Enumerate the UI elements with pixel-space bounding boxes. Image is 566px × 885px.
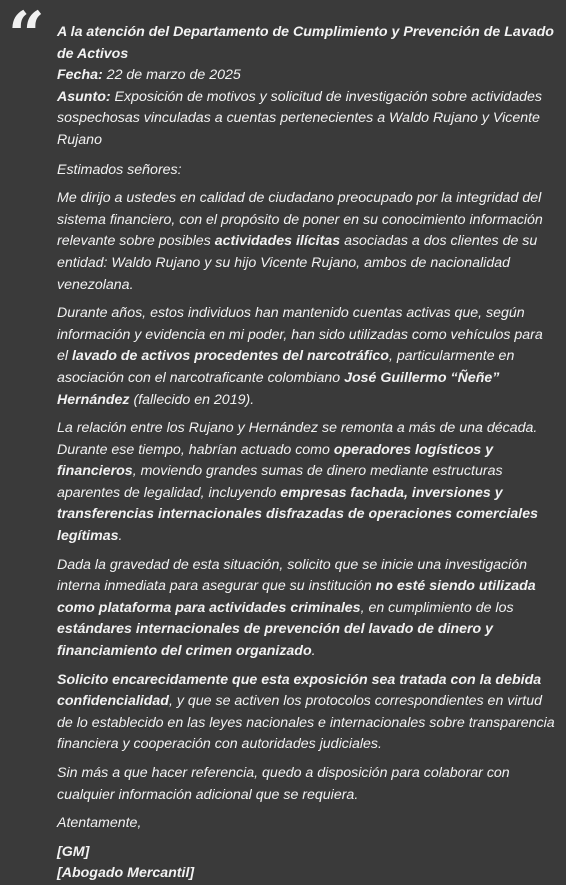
signature-title-line (57, 863, 557, 885)
signoff: Atentamente, (57, 815, 142, 832)
subject-line (57, 87, 557, 152)
p2-bold-2: José Guillermo “Ñeñe” Hernández (57, 369, 500, 408)
letter-header (57, 22, 557, 152)
paragraph-2 (57, 303, 557, 411)
p3-text-1: La relación entre los Rujano y Hernández se remonta a más de una década. Durante ese tiempo, habrían actuado como (57, 420, 538, 458)
paragraph-5 (57, 670, 557, 756)
p1-bold-1: actividades ilícitas (214, 233, 341, 250)
p3-text-2: , moviendo grandes sumas de dinero mediante estructuras aparentes de legalidad, incluyendo (57, 463, 503, 501)
p2-text-2: , particularmente en asociación con el narcotraficante colombiano (57, 348, 515, 386)
closing-note: Sin más a que hacer referencia, quedo a disposición para colaborar con cualquier información adicional que se requiera. (57, 765, 510, 803)
p3-bold-2: empresas fachada, inversiones y transferencias internacionales disfrazadas de operaciones comerciales legítimas (57, 484, 539, 545)
p4-bold-1: no esté siendo utilizada como plataforma para actividades criminales (57, 578, 536, 616)
p2-text-3: (fallecido en 2019). (129, 391, 255, 408)
p4-bold-2: estándares internacionales de prevención del lavado de dinero y financiamiento del crimen organizado (57, 621, 494, 660)
p4-text-2: , en cumplimiento de los (360, 599, 514, 616)
p2-text-1: Durante años, estos individuos han mantenido cuentas activas que, según información y evidencia en mi poder, han sido utilizadas como vehículos para el (57, 305, 543, 365)
signature-title: [Abogado Mercantil] (57, 865, 195, 882)
letter-body (57, 22, 557, 885)
signature-name-line (57, 842, 557, 864)
date-value: 22 de marzo de 2025 (102, 67, 241, 84)
recipient-line (57, 22, 557, 65)
subject-label: Asunto: (57, 88, 111, 105)
paragraph-3 (57, 418, 557, 548)
p5-bold-1: Solicito encarecidamente que esta exposición sea tratada con la debida confidencialidad (57, 671, 542, 710)
recipient: A la atención del Departamento de Cumplimiento y Prevención de Lavado de Activos (57, 24, 554, 62)
quote-open-icon: “ (8, 0, 45, 73)
signature-name: [GM] (57, 843, 90, 860)
p5-text-1: , y que se activen los protocolos correspondientes en virtud de lo establecido en las leyes nacionales e internacionales sobre transparencia financiera y cooperación con autoridades judiciales. (57, 693, 555, 753)
paragraph-1 (57, 188, 557, 296)
subject-value: Exposición de motivos y solicitud de investigación sobre actividades sospechosas vinculadas a cuentas pertenecientes a Waldo Rujano y Vicente Rujano (57, 88, 542, 148)
signature-block (57, 842, 557, 885)
date-line (57, 65, 557, 87)
p3-text-3: . (118, 528, 123, 545)
p4-text-1: Dada la gravedad de esta situación, solicito que se inicie una investigación interna inmediata para asegurar que su institución (57, 556, 528, 595)
greeting: Estimados señores: (57, 161, 182, 178)
p2-bold-1: lavado de activos procedentes del narcotráfico (71, 348, 389, 365)
p1-text-1: Me dirijo a ustedes en calidad de ciudadano preocupado por la integridad del sistema financiero, con el propósito de poner en su conocimiento información relevante sobre posibles (57, 190, 543, 250)
paragraph-4 (57, 555, 557, 663)
date-label: Fecha: (57, 67, 103, 84)
p1-text-2: asociadas a dos clientes de su entidad: Waldo Rujano y su hijo Vicente Rujano, ambos de nacionalidad venezolana. (57, 233, 538, 293)
p3-bold-1: operadores logísticos y financieros (57, 441, 494, 480)
p4-text-3: . (311, 643, 316, 660)
